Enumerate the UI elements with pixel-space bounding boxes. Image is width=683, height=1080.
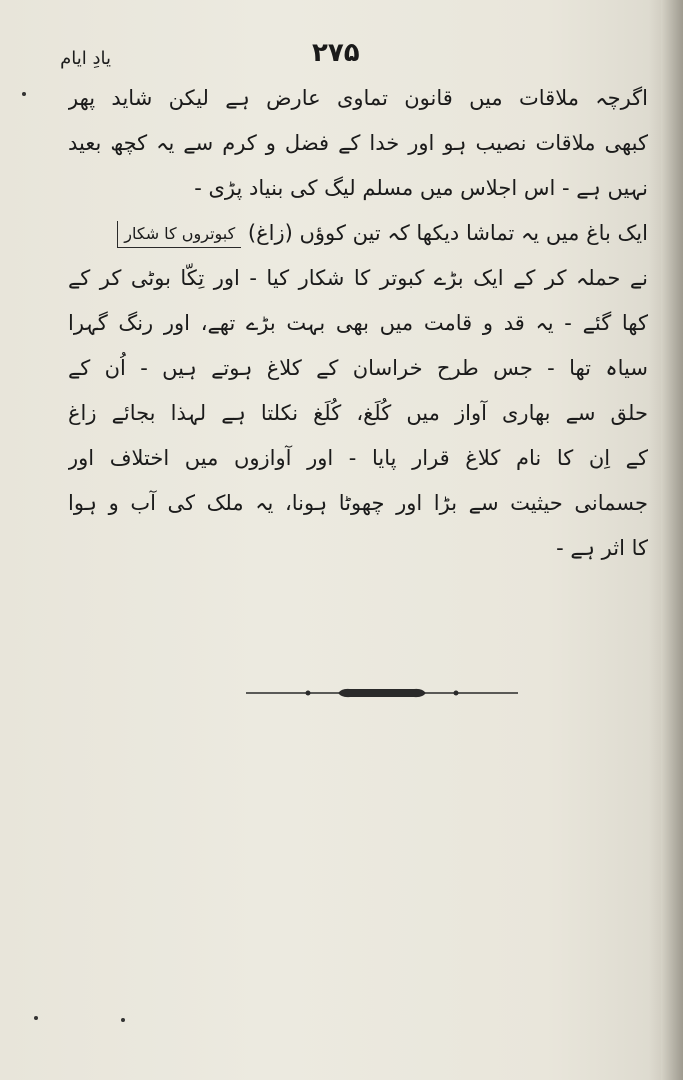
side-heading: کبوتروں کا شکار bbox=[117, 221, 241, 248]
speck bbox=[22, 92, 26, 96]
text-line: کا اثر ہے - bbox=[556, 536, 648, 560]
text-line: کھا گئے - یہ قد و قامت میں بھی بہت بڑے تھے، اور رنگ گہرا bbox=[68, 311, 648, 335]
text-line: نہیں ہے - اس اجلاس میں مسلم لیگ کی بنیاد پڑی - bbox=[194, 176, 648, 200]
text-line: کے اِن کا نام کلاغ قرار پایا - اور آوازوں میں اختلاف اور bbox=[68, 446, 648, 470]
text-line-with-sidehead bbox=[68, 211, 648, 256]
body-text bbox=[68, 76, 648, 571]
page-number: ۲۷۵ bbox=[312, 38, 360, 68]
text-line: کبھی ملاقات نصیب ہو اور خدا کے فضل و کرم سے یہ کچھ بعید bbox=[68, 131, 648, 155]
text-line: سیاہ تھا - جس طرح خراسان کے کلاغ ہوتے ہیں - اُن کے bbox=[68, 356, 648, 380]
text-line: نے حملہ کر کے ایک بڑے کبوتر کا شکار کیا - اور تِکّا بوٹی کر کے bbox=[68, 266, 648, 290]
text-line: اگرچہ ملاقات میں قانون تماوی عارض ہے لیکن شاید پھر bbox=[68, 86, 648, 110]
text-line: ایک باغ میں یہ تماشا دیکھا کہ تین کوؤں (زاغ) bbox=[247, 221, 648, 245]
speck bbox=[34, 1016, 38, 1020]
text-line: جسمانی حیثیت سے بڑا اور چھوٹا ہونا، یہ ملک کی آب و ہوا bbox=[68, 491, 648, 515]
running-head: یادِ ایام bbox=[60, 48, 111, 69]
section-end-ornament bbox=[246, 684, 518, 702]
text-line: حلق سے بھاری آواز میں کُلَغ، کُلَغ نکلتا ہے لہذا بجائے زاغ bbox=[68, 401, 648, 425]
page-gutter-shadow bbox=[661, 0, 683, 1080]
speck bbox=[121, 1018, 125, 1022]
